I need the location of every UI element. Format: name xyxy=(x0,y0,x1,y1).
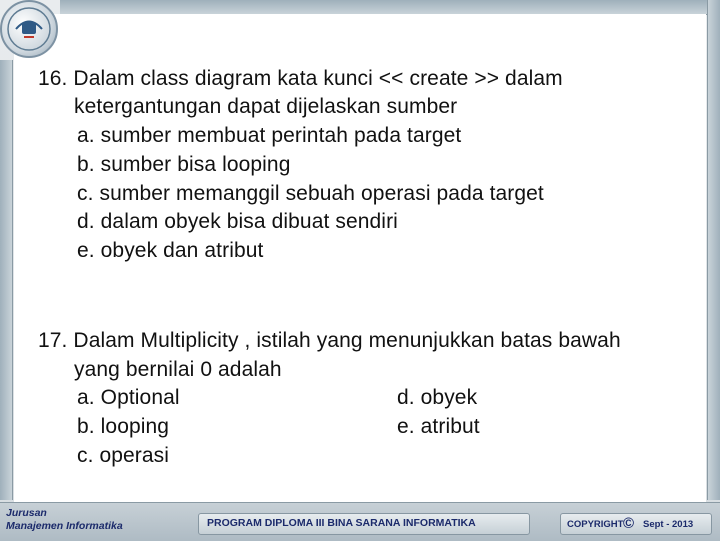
q17-option-d: d. obyek xyxy=(397,386,478,409)
q17-option-b: b. looping xyxy=(77,415,170,438)
q16-option-c: c. sumber memanggil sebuah operasi pada target xyxy=(77,182,544,205)
q17-option-e: e. atribut xyxy=(397,415,480,438)
copyright-date: Sept - 2013 xyxy=(643,519,694,530)
q16-line1: 16. Dalam class diagram kata kunci << create >> dalam xyxy=(38,67,563,90)
footer-dept-line1: Jurusan xyxy=(6,507,47,519)
q17-line2: yang bernilai 0 adalah xyxy=(74,358,282,381)
bsi-logo-icon xyxy=(0,0,58,58)
q16-line2: ketergantungan dapat dijelaskan sumber xyxy=(74,95,458,118)
frame-left-bar xyxy=(0,60,13,500)
q16-option-a: a. sumber membuat perintah pada target xyxy=(77,124,462,147)
frame-right-bar xyxy=(707,0,720,500)
q17-line1: 17. Dalam Multiplicity , istilah yang menunjukkan batas bawah xyxy=(38,329,621,352)
footer-program-box xyxy=(198,513,530,535)
q17-option-a: a. Optional xyxy=(77,386,180,409)
q16-option-d: d. dalam obyek bisa dibuat sendiri xyxy=(77,210,398,233)
footer-department xyxy=(6,507,123,533)
q17-option-c: c. operasi xyxy=(77,444,170,467)
q16-option-e: e. obyek dan atribut xyxy=(77,239,264,262)
copyright-label: COPYRIGHT xyxy=(567,519,624,530)
footer-copyright-box xyxy=(560,513,712,535)
footer-bar xyxy=(0,502,720,541)
frame-top-bar xyxy=(60,0,720,15)
copyright-icon: © xyxy=(623,515,635,532)
footer-program: PROGRAM DIPLOMA III BINA SARANA INFORMATIKA xyxy=(207,517,476,529)
q16-option-b: b. sumber bisa looping xyxy=(77,153,291,176)
footer-dept-line2: Manajemen Informatika xyxy=(6,520,123,532)
